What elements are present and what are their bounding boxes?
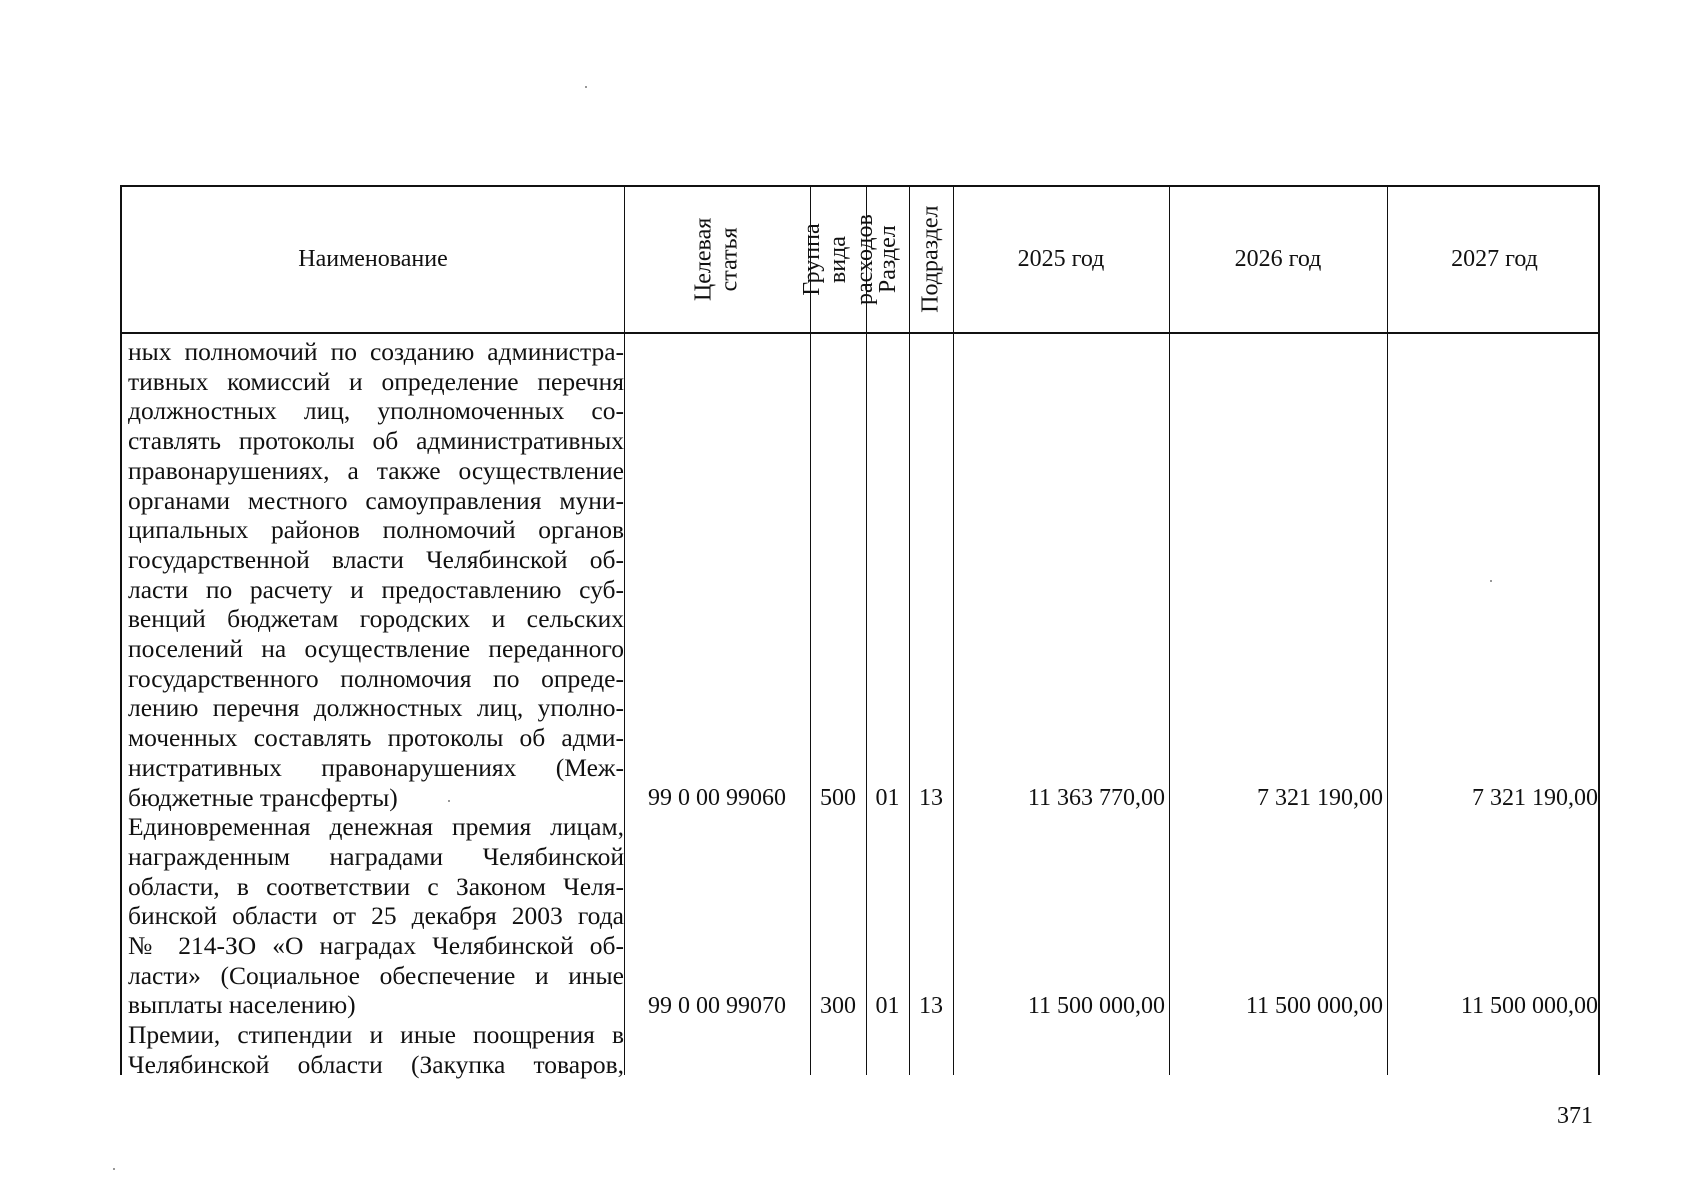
table-name-column xyxy=(128,337,624,1080)
scan-speck xyxy=(585,86,587,88)
table-row-name: Премии, стипендии и иные поощрения в Челябинской области (Закупка товаров, xyxy=(128,1020,624,1079)
header-2025: 2025 год xyxy=(1017,246,1105,273)
header-expense-group: Группа вида расходов xyxy=(798,214,878,305)
scan-speck xyxy=(1490,580,1492,582)
row2-2027: 11 500 000,00 xyxy=(1460,993,1598,1019)
header-subsection: Подраздел xyxy=(917,205,944,314)
row2-2025: 11 500 000,00 xyxy=(1027,993,1165,1019)
budget-table xyxy=(120,185,1600,1079)
header-divider xyxy=(122,332,1598,334)
header-section: Раздел xyxy=(874,225,901,294)
scan-speck xyxy=(448,800,450,802)
row1-2027: 7 321 190,00 xyxy=(1472,785,1598,811)
row1-2025: 11 363 770,00 xyxy=(1027,785,1165,811)
row1-target-article: 99 0 00 99060 xyxy=(648,785,786,811)
table-row-name: ных полномочий по созданию администра- тивных комиссий и определение перечня должностных лиц, уполномоченных со- ставлять протоколы об административных правонарушениях, а также осуществление органами местного самоуправления муни- ципальных районов полномочий органов государственной власти Челябинской об- ласти по расчету и предоставлению суб- венций бюджетам городских и сельских поселений на осуществление переданного государственного полномочия по опреде- лению перечня должностных лиц, уполно- моченных составлять протоколы об адми- нистративных правонарушениях (Меж- бюджетные трансферты) xyxy=(128,337,624,812)
scan-speck xyxy=(113,1168,115,1170)
table-row-name: Единовременная денежная премия лицам, награжденным наградами Челябинской области, в соответствии с Законом Челя- бинской области от 25 декабря 2003 года № 214-ЗО «О наградах Челябинской об- ласти» (Социальное обеспечение и иные выплаты населению) xyxy=(128,812,624,1020)
row2-expense-group: 300 xyxy=(820,993,856,1019)
row1-section: 01 xyxy=(875,785,900,811)
header-2027: 2027 год xyxy=(1451,246,1538,273)
page-number: 371 xyxy=(1557,1103,1593,1129)
row1-2026: 7 321 190,00 xyxy=(1257,785,1383,811)
header-name: Наименование xyxy=(298,246,448,273)
row1-subsection: 13 xyxy=(919,785,943,811)
header-2026: 2026 год xyxy=(1234,246,1322,273)
row2-target-article: 99 0 00 99070 xyxy=(648,993,786,1019)
row2-section: 01 xyxy=(875,993,900,1019)
row2-subsection: 13 xyxy=(919,993,943,1019)
row2-2026: 11 500 000,00 xyxy=(1245,993,1383,1019)
row1-expense-group: 500 xyxy=(820,785,856,811)
header-target-article: Целевая статья xyxy=(690,217,743,302)
